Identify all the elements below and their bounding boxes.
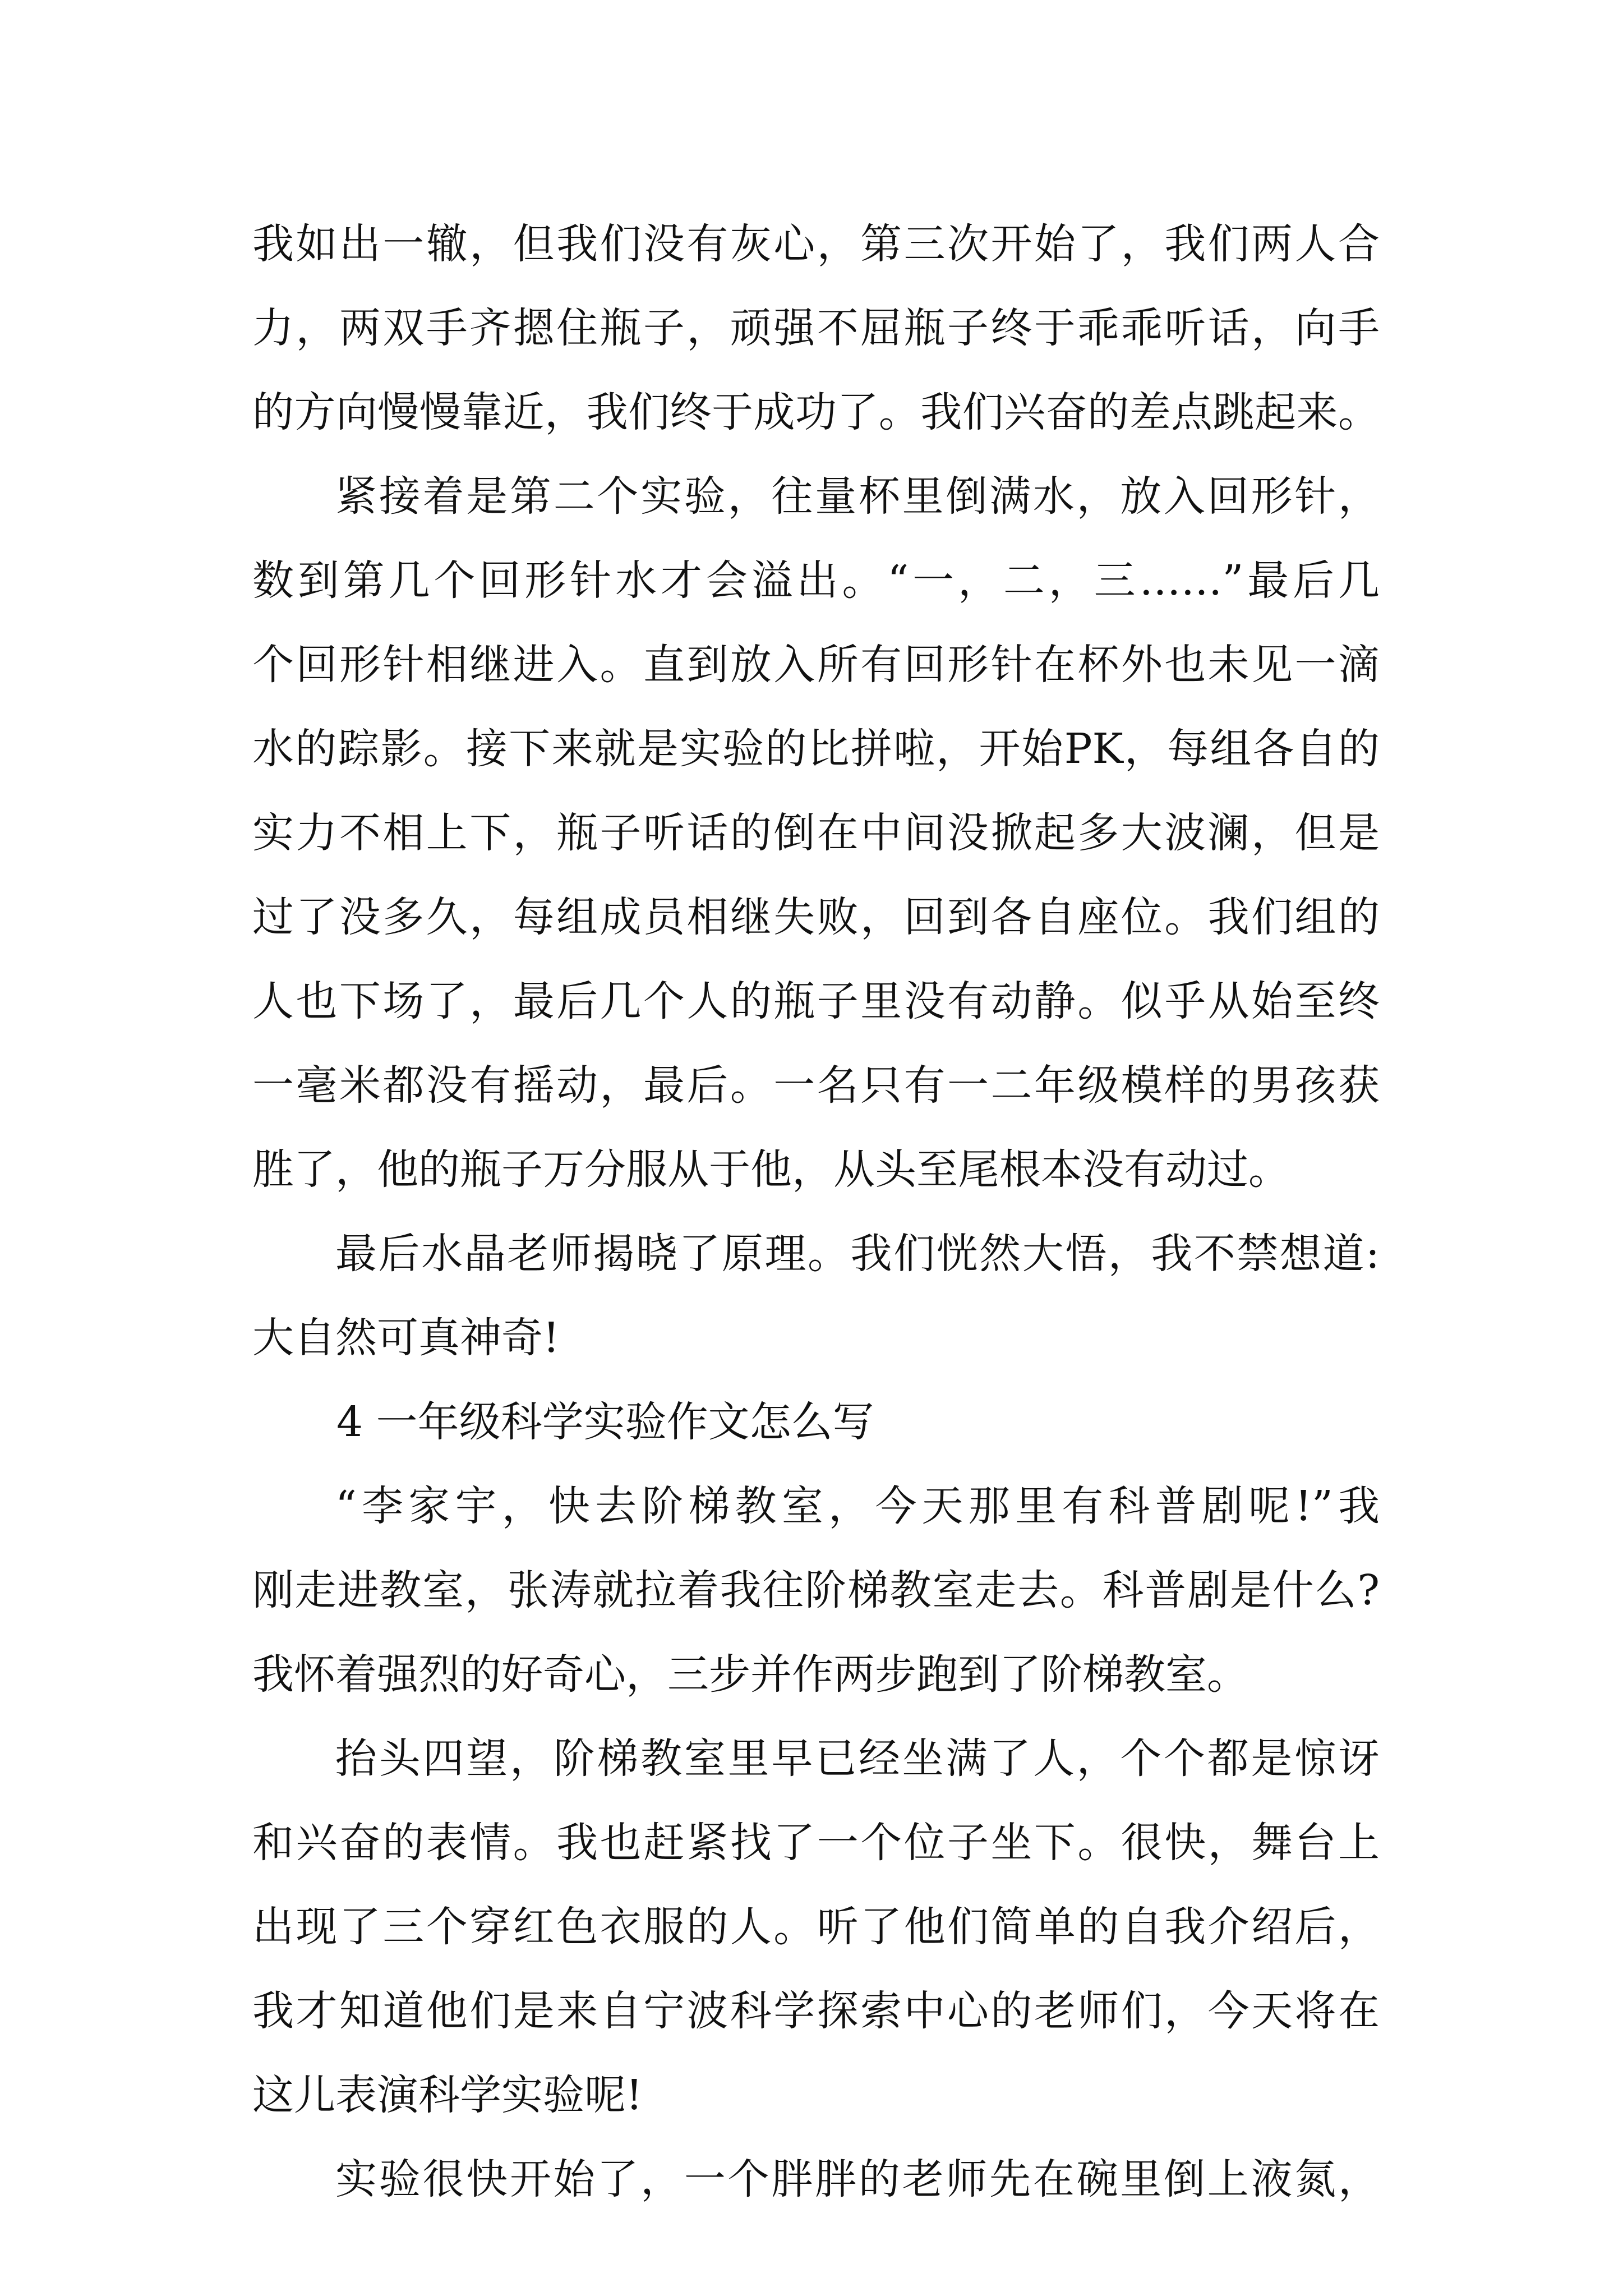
paragraph-line: 出现了三个穿红色衣服的人。听了他们简单的自我介绍后， (252, 1903, 1380, 1951)
paragraph-line: 我怀着强烈的好奇心，三步并作两步跑到了阶梯教室。 (252, 1650, 1248, 1699)
paragraph-line: 紧接着是第二个实验，往量杯里倒满水，放入回形针， (335, 472, 1380, 521)
paragraph-line: 个回形针相继进入。直到放入所有回形针在杯外也未见一滴 (252, 641, 1380, 689)
paragraph-line: 实力不相上下，瓶子听话的倒在中间没掀起多大波澜，但是 (252, 809, 1380, 857)
paragraph-line: “李家宇，快去阶梯教室，今天那里有科普剧呢!”我 (335, 1482, 1380, 1530)
paragraph-line: 我如出一辙，但我们没有灰心，第三次开始了，我们两人合 (252, 220, 1380, 268)
paragraph-line: 数到第几个回形针水才会溢出。“一，二，三……”最后几 (252, 556, 1380, 605)
section-heading: 4 一年级科学实验作文怎么写 (336, 1398, 874, 1446)
paragraph-line: 和兴奋的表情。我也赶紧找了一个位子坐下。很快，舞台上 (252, 1819, 1380, 1867)
paragraph-line: 这儿表演科学实验呢! (252, 2071, 643, 2119)
paragraph-line: 水的踪影。接下来就是实验的比拼啦，开始PK，每组各自的 (252, 725, 1380, 773)
paragraph-line: 最后水晶老师揭晓了原理。我们恍然大悟，我不禁想道: (335, 1230, 1380, 1278)
paragraph-line: 大自然可真神奇! (252, 1314, 560, 1362)
paragraph-line: 刚走进教室，张涛就拉着我往阶梯教室走去。科普剧是什么? (252, 1566, 1380, 1614)
paragraph-line: 我才知道他们是来自宁波科学探索中心的老师们，今天将在 (252, 1987, 1380, 2035)
paragraph-line: 一毫米都没有摇动，最后。一名只有一二年级模样的男孩获 (252, 1061, 1380, 1110)
paragraph-line: 过了没多久，每组成员相继失败，回到各自座位。我们组的 (252, 893, 1380, 941)
paragraph-line: 实验很快开始了，一个胖胖的老师先在碗里倒上液氮， (335, 2155, 1380, 2203)
paragraph-line: 力，两双手齐摁住瓶子，顽强不屈瓶子终于乖乖听话，向手 (252, 304, 1380, 352)
paragraph-line: 人也下场了，最后几个人的瓶子里没有动静。似乎从始至终 (252, 977, 1380, 1025)
paragraph-line: 胜了，他的瓶子万分服从于他，从头至尾根本没有动过。 (252, 1145, 1290, 1194)
paragraph-line: 抬头四望，阶梯教室里早已经坐满了人，个个都是惊讶 (335, 1734, 1380, 1783)
paragraph-line: 的方向慢慢靠近，我们终于成功了。我们兴奋的差点跳起来。 (252, 388, 1380, 436)
